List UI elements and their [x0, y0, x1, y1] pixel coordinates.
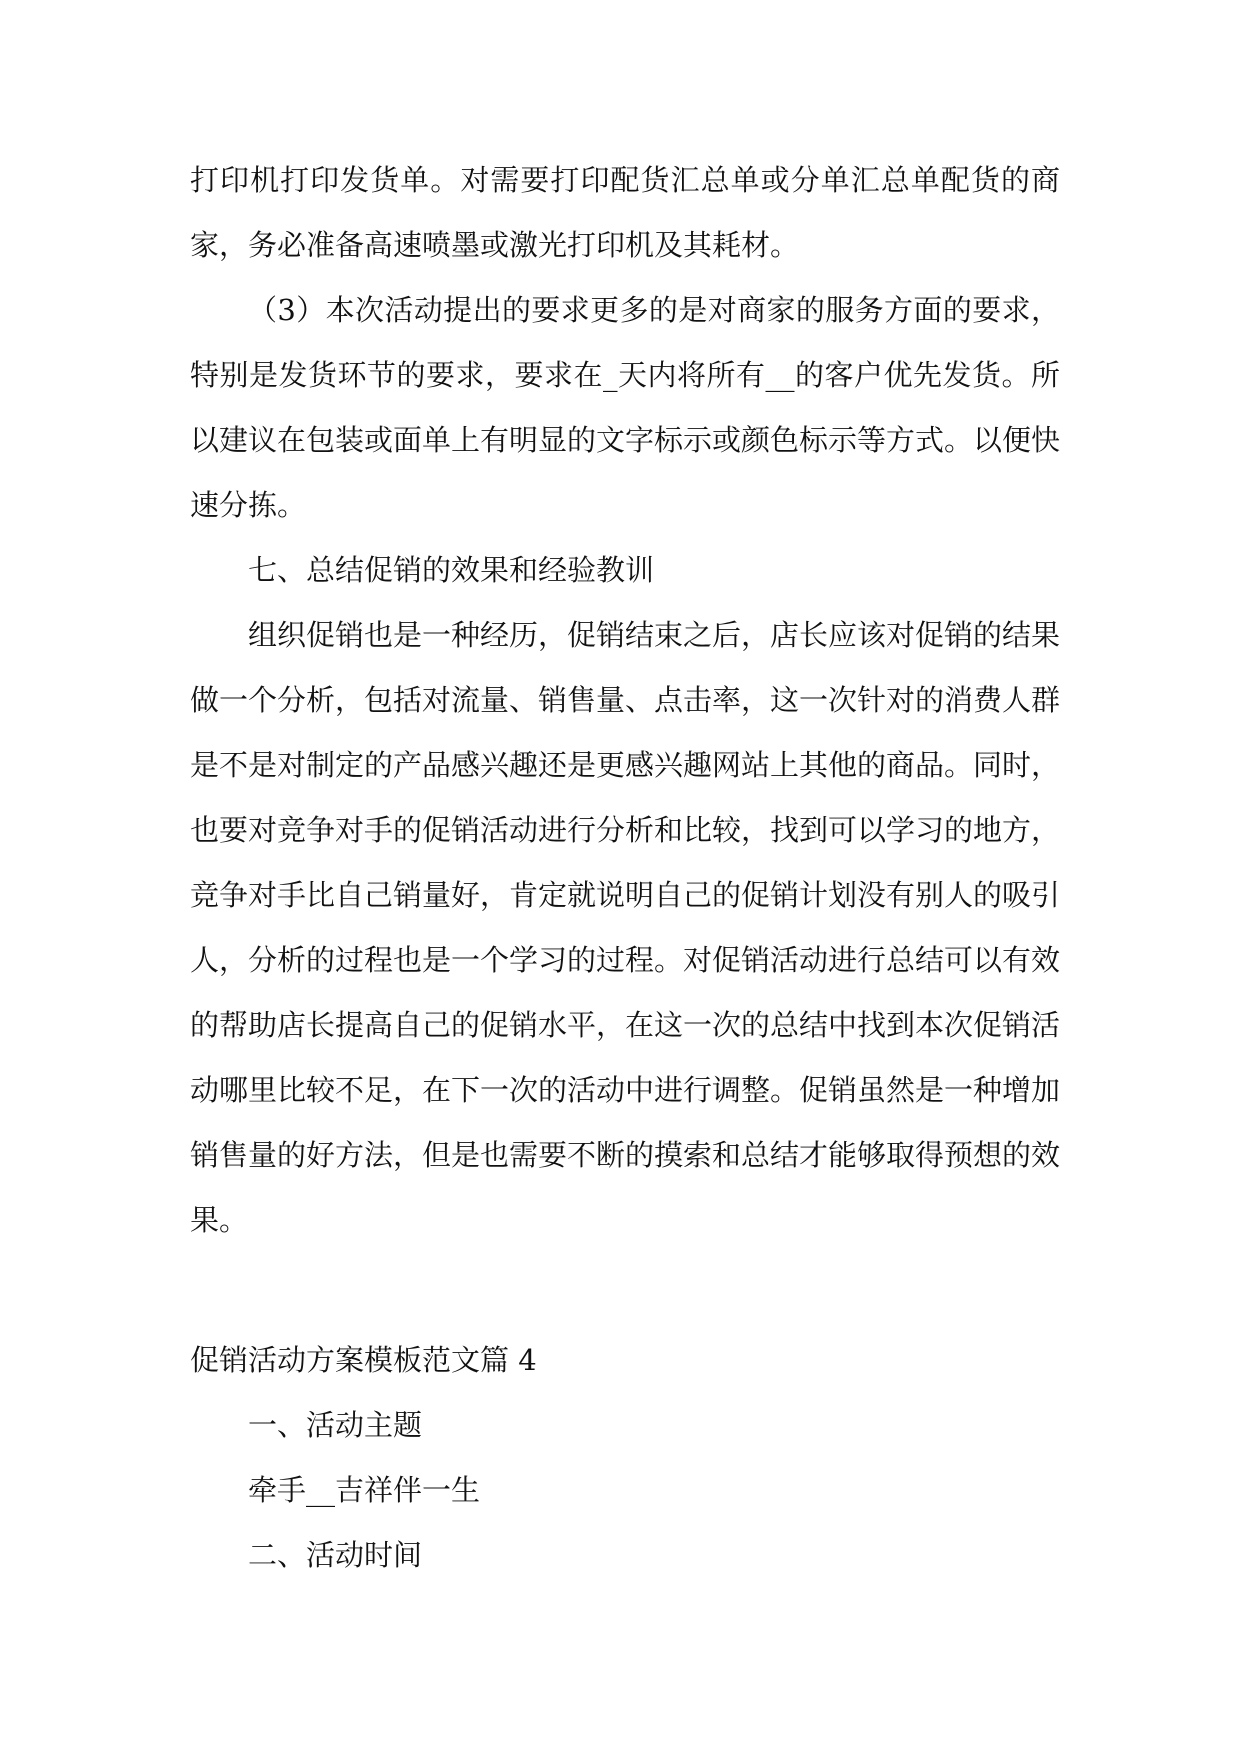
title-text: 促销活动方案模板范文篇 4: [190, 1343, 537, 1377]
section-heading-time: [190, 1523, 1060, 1588]
section-heading-summary: [190, 538, 1060, 603]
paragraph-printing: [190, 148, 1060, 278]
paragraph-text: 打印机打印发货单。对需要打印配货汇总单或分单汇总单配货的商家，务必准备高速喷墨或激光打印机及其耗材。: [190, 163, 1060, 262]
heading-text: 七、总结促销的效果和经验教训: [248, 553, 655, 587]
heading-text: 一、活动主题: [248, 1408, 423, 1442]
paragraph-text: 牵手__吉祥伴一生: [248, 1473, 481, 1507]
paragraph-theme: [190, 1458, 1060, 1523]
paragraph-summary: [190, 603, 1060, 1253]
paragraph-requirement-3: [190, 278, 1060, 538]
paragraph-text: （3）本次活动提出的要求更多的是对商家的服务方面的要求，特别是发货环节的要求，要求在_天内将所有__的客户优先发货。所以建议在包装或面单上有明显的文字标示或颜色标示等方式。以便快速分拣。: [190, 293, 1061, 522]
section-heading-theme: [190, 1393, 1060, 1458]
document-title: [190, 1328, 1060, 1393]
paragraph-text: 组织促销也是一种经历，促销结束之后，店长应该对促销的结果做一个分析，包括对流量、销售量、点击率，这一次针对的消费人群是不是对制定的产品感兴趣还是更感兴趣网站上其他的商品。同时，也要对竞争对手的促销活动进行分析和比较，找到可以学习的地方，竞争对手比自己销量好，肯定就说明自己的促销计划没有别人的吸引人，分析的过程也是一个学习的过程。对促销活动进行总结可以有效的帮助店长提高自己的促销水平，在这一次的总结中找到本次促销活动哪里比较不足，在下一次的活动中进行调整。促销虽然是一种增加销售量的好方法，但是也需要不断的摸索和总结才能够取得预想的效果。: [190, 618, 1061, 1237]
heading-text: 二、活动时间: [248, 1538, 423, 1572]
